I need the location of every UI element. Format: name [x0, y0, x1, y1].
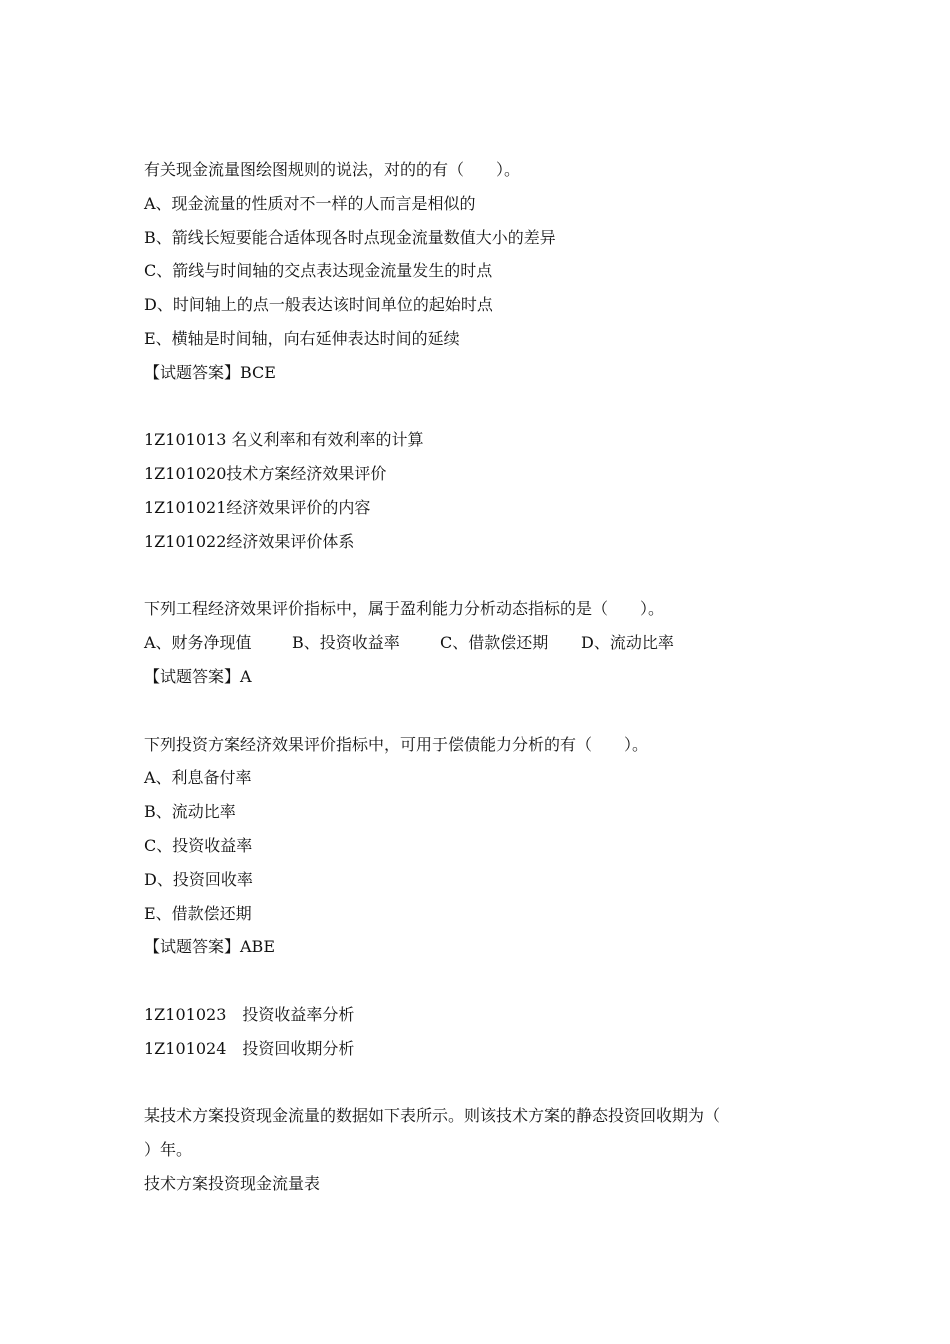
q2-option-a: A、财务净现值 — [144, 633, 252, 653]
q1-stem: 有关现金流量图绘图规则的说法，对的的有（ ）。 — [144, 160, 521, 179]
q1-option-e: E、横轴是时间轴，向右延伸表达时间的延续 — [144, 328, 460, 348]
q4-stem-line1: 某技术方案投资现金流量的数据如下表所示。则该技术方案的静态投资回收期为（ — [144, 1106, 721, 1126]
q3-stem: 下列投资方案经济效果评价指标中，可用于偿债能力分析的有（ ）。 — [144, 734, 649, 754]
section-heading: 1Z101021经济效果评价的内容 — [144, 497, 371, 517]
q4-stem-line2: ）年。 — [144, 1140, 193, 1160]
section-heading: 1Z101020技术方案经济效果评价 — [144, 464, 387, 484]
q2-stem: 下列工程经济效果评价指标中，属于盈利能力分析动态指标的是（ ）。 — [144, 599, 665, 619]
q3-option-e: E、借款偿还期 — [144, 903, 252, 923]
section-heading: 1Z101023 投资收益率分析 — [144, 1004, 355, 1024]
spacer — [144, 1066, 844, 1100]
q2-option-b: B、投资收益率 — [292, 633, 400, 653]
q3-option-d: D、投资回收率 — [144, 869, 253, 889]
document-page — [144, 153, 844, 1201]
q2-answer: 【试题答案】A — [144, 666, 252, 686]
q3-option-a: A、利息备付率 — [144, 768, 252, 788]
q3-option-b: B、流动比率 — [144, 802, 236, 822]
q1-answer: 【试题答案】BCE — [144, 362, 276, 382]
q1-option-b: B、箭线长短要能合适体现各时点现金流量数值大小的差异 — [144, 227, 556, 247]
q2-options-row — [144, 626, 844, 660]
section-heading: 1Z101022经济效果评价体系 — [144, 531, 355, 551]
q2-option-d: D、流动比率 — [581, 633, 674, 653]
spacer — [144, 964, 844, 998]
q3-answer: 【试题答案】ABE — [144, 937, 275, 957]
q1-option-c: C、箭线与时间轴的交点表达现金流量发生的时点 — [144, 261, 493, 281]
q4-table-title: 技术方案投资现金流量表 — [144, 1173, 321, 1193]
q3-option-c: C、投资收益率 — [144, 835, 253, 855]
q1-option-a: A、现金流量的性质对不一样的人而言是相似的 — [144, 193, 476, 213]
q2-option-c: C、借款偿还期 — [440, 633, 549, 653]
section-heading: 1Z101024 投资回收期分析 — [144, 1038, 355, 1058]
spacer — [144, 390, 844, 424]
spacer — [144, 559, 844, 593]
spacer — [144, 694, 844, 728]
section-heading: 1Z101013 名义利率和有效利率的计算 — [144, 430, 424, 450]
q1-option-d: D、时间轴上的点一般表达该时间单位的起始时点 — [144, 295, 493, 315]
